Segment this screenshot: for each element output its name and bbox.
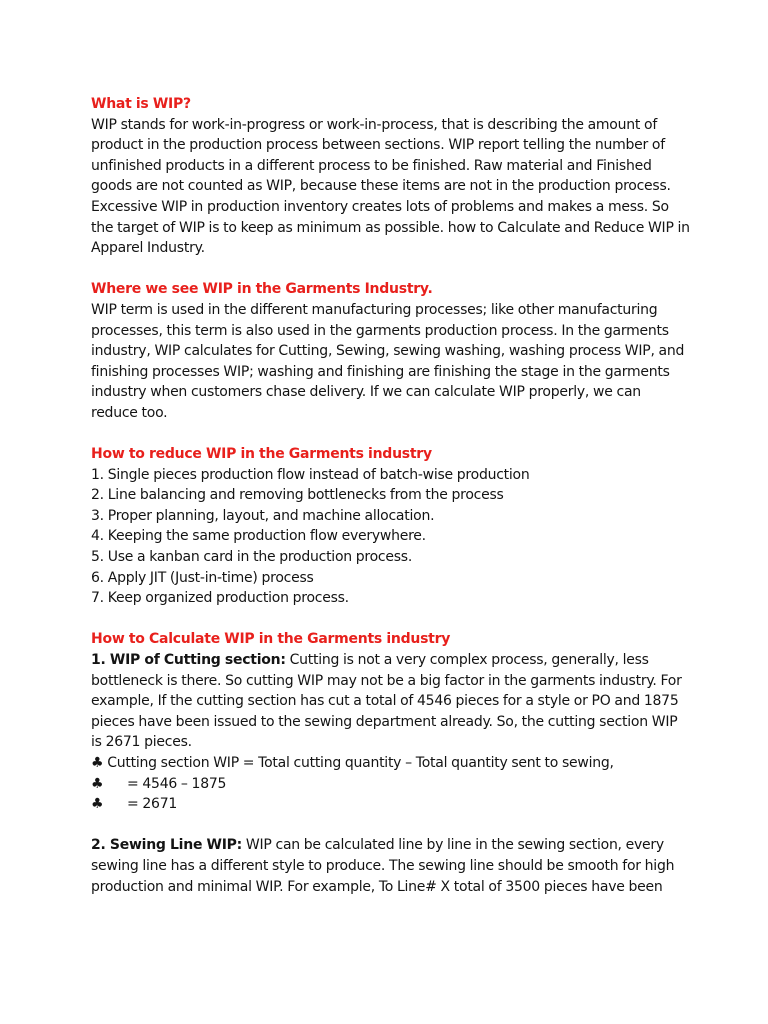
formula-text: = 2671 [127,796,178,813]
cutting-section-text: Cutting is not a very complex process, generally, less bottleneck is there. So cutting WIP may not be a big factor in the garments industry. For example, If the cutting section has cut a total of 4546 pieces for a style or PO and 1875 pieces have been issued to the sewing department already. So, the cutting section WIP is 2671 pieces. [91,652,682,751]
heading-calculate-wip: How to Calculate WIP in the Garments industry [91,631,451,648]
list-item: 7. Keep organized production process. [91,590,349,607]
sewing-line-label: 2. Sewing Line WIP: [91,837,243,854]
spacer [91,815,691,836]
list-item: 5. Use a kanban card in the production process. [91,549,413,566]
heading-reduce-wip: How to reduce WIP in the Garments industry [91,446,432,463]
list-item: 3. Proper planning, layout, and machine allocation. [91,507,435,524]
paragraph-sewing-wip [91,835,691,897]
paragraph-what-is-wip: WIP stands for work-in-progress or work-in-process, that is describing the amount of product in the production process between sections. WIP report telling the number of unfinished products in a different process to be finished. Raw material and Finished goods are not counted as WIP, because these items are not in the production process. Excessive WIP in production inventory creates lots of problems and makes a mess. So the target of WIP is to keep as minimum as possible. how to Calculate and Reduce WIP in Apparel Industry. [91,116,690,257]
formula-line-3 [91,794,691,815]
paragraph-cutting-wip [91,650,691,753]
paragraph-where-wip: WIP term is used in the different manufacturing processes; like other manufacturing processes, this term is also used in the garments production process. In the garments industry, WIP calculates for Cutting, Sewing, sewing washing, washing process WIP, and finishing processes WIP; washing and finishing are finishing the stage in the garments industry when customers chase delivery. If we can calculate WIP properly, we can reduce too. [91,301,685,421]
list-item: 4. Keeping the same production flow everywhere. [91,528,426,545]
formula-text: Cutting section WIP = Total cutting quantity – Total quantity sent to sewing, [107,755,614,771]
document-page [91,94,691,897]
club-icon: ♣ [91,796,104,813]
formula-line-1 [91,753,691,774]
list-item: 2. Line balancing and removing bottlenecks from the process [91,487,504,504]
club-icon: ♣ [91,755,104,771]
spacer [91,424,691,445]
reduce-list [91,465,691,609]
list-item: 6. Apply JIT (Just-in-time) process [91,569,314,586]
sewing-line-text: WIP can be calculated line by line in the sewing section, every sewing line has a different style to produce. The sewing line should be smooth for high production and minimal WIP. For example, To Line# X total of 3500 pieces have been [91,837,675,895]
cutting-section-label: 1. WIP of Cutting section: [91,652,286,669]
spacer [91,259,691,280]
formula-text: = 4546 – 1875 [127,775,227,792]
club-icon: ♣ [91,775,104,792]
heading-what-is-wip: What is WIP? [91,96,191,112]
heading-where-wip: Where we see WIP in the Garments Industry. [91,281,433,298]
spacer [91,609,691,630]
formula-line-2 [91,774,691,795]
list-item: 1. Single pieces production flow instead of batch-wise production [91,466,530,483]
